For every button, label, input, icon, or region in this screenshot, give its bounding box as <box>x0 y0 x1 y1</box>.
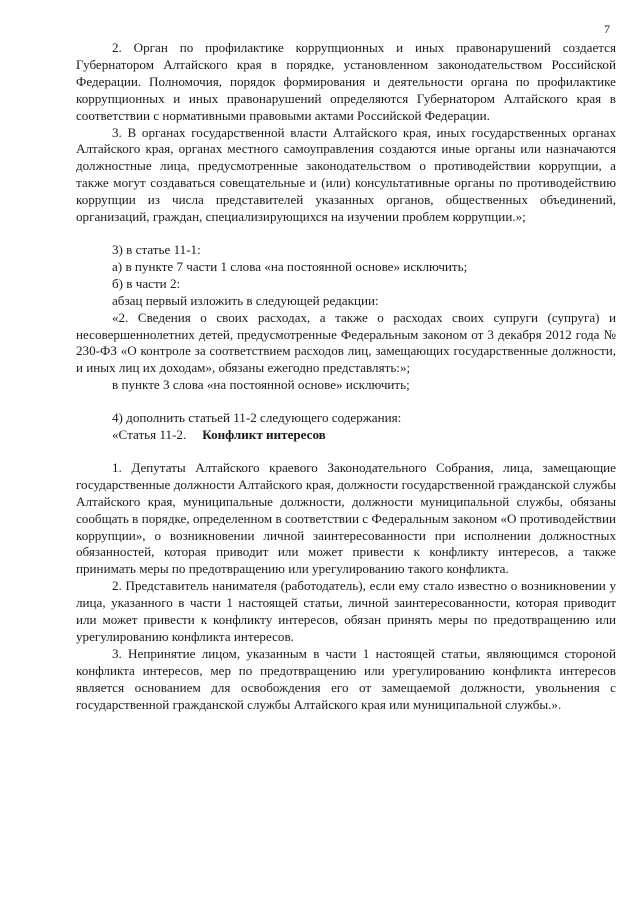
item-3-article-11-1: 3) в статье 11-1: <box>112 241 201 257</box>
article-heading <box>112 427 616 444</box>
paragraph-organ-creation: 2. Орган по профилактике коррупционных и иных правонарушений создается Губернатором Алтайского края в порядке, установленном законодательством Российской Федерации. Полномочия, порядок формирования и деятельности органа по профилактике коррупционных и иных правонарушений определяются Губернатором Алтайского края в соответствии с нормативными правовыми актами Российской Федерации. <box>76 40 616 123</box>
paragraph-point-3: в пункте 3 слова «на постоянной основе» исключить; <box>112 377 410 393</box>
paragraph-other-organs: 3. В органах государственной власти Алтайского края, иных государственных органах Алтайского края, органах местного самоуправления создаются иные органы или назначаются должностные лица, предусмотренные законодательством о противодействии коррупции, а также могут создаваться совещательные и (или) консультативные органы по противодействию коррупции из числа представителей указанных органов, общественных объединений, организаций, граждан, специализирующихся на изучении проблем коррупции.»; <box>76 124 616 225</box>
subitem-a: а) в пункте 7 части 1 слова «на постоянной основе» исключить; <box>112 258 468 274</box>
document-body <box>76 40 616 714</box>
item-4-add-article: 4) дополнить статьей 11-2 следующего содержания: <box>112 410 402 426</box>
article-part-3: 3. Непринятие лицом, указанным в части 1 настоящей статьи, являющимся стороной конфликта интересов, мер по предотвращению или урегулированию конфликта интересов является основанием для освобождения его от замещаемой должности, увольнения с государственной гражданской службы Алтайского края или муниципальной службы.». <box>76 645 616 712</box>
page-number: 7 <box>604 22 610 36</box>
paragraph-first-edition: абзац первый изложить в следующей редакции: <box>112 292 379 308</box>
subitem-b: б) в части 2: <box>112 275 181 291</box>
article-number: «Статья 11-2. <box>112 427 187 443</box>
article-part-2: 2. Представитель нанимателя (работодатель), если ему стало известно о возникновении у лица, указанного в части 1 настоящей статьи, личной заинтересованности, которая приводит или может привести к конфликту интересов, обязан принять меры по предотвращению или урегулированию конфликта интересов. <box>76 578 616 644</box>
article-title: Конфликт интересов <box>202 427 326 443</box>
article-part-1: 1. Депутаты Алтайского краевого Законодательного Собрания, лица, замещающие государственные должности Алтайского края, должности государственной гражданской службы Алтайского края, муниципальные должности, должности муниципальной службы, обязаны сообщать в порядке, определенном в соответствии с Федеральным законом «О противодействии коррупции», о возникновении личной заинтересованности при исполнении должностных обязанностей, которая приводит или может привести к конфликту интересов, а также принимать меры по предотвращению или урегулированию такого конфликта. <box>76 459 616 577</box>
paragraph-expenses-info: «2. Сведения о своих расходах, а также о расходах своих супруги (супруга) и несовершеннолетних детей, предусмотренные Федеральным законом от 3 декабря 2012 года № 230-ФЗ «О контроле за соответствием расходов лиц, замещающих государственные должности, и иных лиц их доходам», обязаны ежегодно представлять:»; <box>76 309 616 376</box>
